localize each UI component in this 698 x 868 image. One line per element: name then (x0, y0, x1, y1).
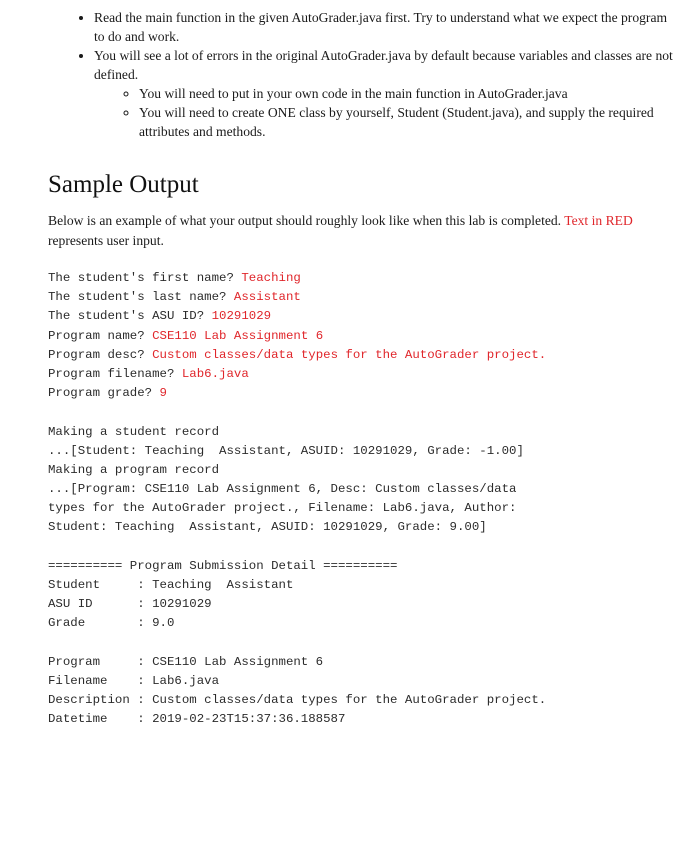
console-blank-line (48, 403, 546, 422)
console-program-detail: Filename : Lab6.java (48, 673, 220, 688)
console-line (48, 346, 546, 365)
instruction-sublist (94, 84, 674, 141)
console-user-input: 9 (159, 386, 167, 401)
console-record-line: Student: Teaching Assistant, ASUID: 10291029, Grade: 9.00] (48, 520, 487, 535)
console-record-line: ...[Program: CSE110 Lab Assignment 6, Desc: Custom classes/data (48, 482, 517, 497)
console-prompt: Program name? (48, 328, 153, 343)
intro-text-end: represents user input. (48, 232, 164, 248)
instruction-text: You will see a lot of errors in the original AutoGrader.java by default because variables and classes are not defined. (94, 48, 673, 82)
console-program-detail: Program : CSE110 Lab Assignment 6 (48, 654, 324, 669)
console-blank-line (48, 634, 546, 653)
console-student-detail: Student : Teaching Assistant (48, 578, 294, 592)
instruction-list (48, 8, 674, 141)
console-record-line: Making a student record (48, 424, 220, 439)
console-student-detail: ASU ID : 10291029 (48, 597, 212, 612)
instruction-subitem: ◦ You will need to put in your own code in the main function in AutoGrader.java (139, 84, 674, 103)
console-record-line: types for the AutoGrader project., Filename: Lab6.java, Author: (48, 501, 517, 516)
console-line (48, 307, 546, 326)
console-program-detail: Description : Custom classes/data types for the AutoGrader project. (48, 693, 547, 708)
console-prompt: Program desc? (48, 347, 153, 362)
console-detail-header: ========== Program Submission Detail ========== (48, 558, 398, 573)
console-program-detail: Datetime : 2019-02-23T15:37:36.188587 (48, 712, 346, 727)
instruction-subitem: ◦ You will need to create ONE class by yourself, Student (Student.java), and supply the required attributes and methods. (139, 103, 674, 141)
console-record-line: Making a program record (48, 462, 220, 477)
intro-red-text: Text in RED (564, 213, 633, 228)
instruction-item: • Read the main function in the given AutoGrader.java first. Try to understand what we expect the program to do and work. (94, 8, 674, 46)
console-user-input: Teaching (241, 271, 301, 285)
intro-paragraph (48, 211, 638, 250)
console-user-input: Assistant (233, 290, 301, 305)
console-prompt: The student's first name? (48, 271, 242, 285)
console-prompt: The student's last name? (48, 290, 234, 305)
console-record-line: ...[Student: Teaching Assistant, ASUID: 10291029, Grade: -1.00] (48, 443, 524, 458)
instruction-item (94, 46, 674, 141)
console-user-input: Custom classes/data types for the AutoGrader project. (152, 347, 547, 362)
console-user-input: CSE110 Lab Assignment 6 (152, 328, 324, 343)
console-line (48, 365, 546, 384)
console-user-input: 10291029 (211, 309, 272, 324)
sample-console-output (48, 269, 546, 730)
console-line (48, 269, 546, 288)
console-student-detail: Grade : 9.0 (48, 616, 175, 631)
console-prompt: Program filename? (48, 366, 182, 381)
section-heading: Sample Output (48, 171, 199, 198)
intro-text: Below is an example of what your output should roughly look like when this lab is completed. (48, 213, 565, 228)
console-line (48, 327, 546, 346)
console-prompt: The student's ASU ID? (48, 309, 212, 324)
console-user-input: Lab6.java (181, 366, 249, 381)
console-line (48, 288, 546, 307)
console-blank-line (48, 538, 546, 557)
console-prompt: Program grade? (48, 386, 160, 401)
console-line (48, 384, 546, 403)
